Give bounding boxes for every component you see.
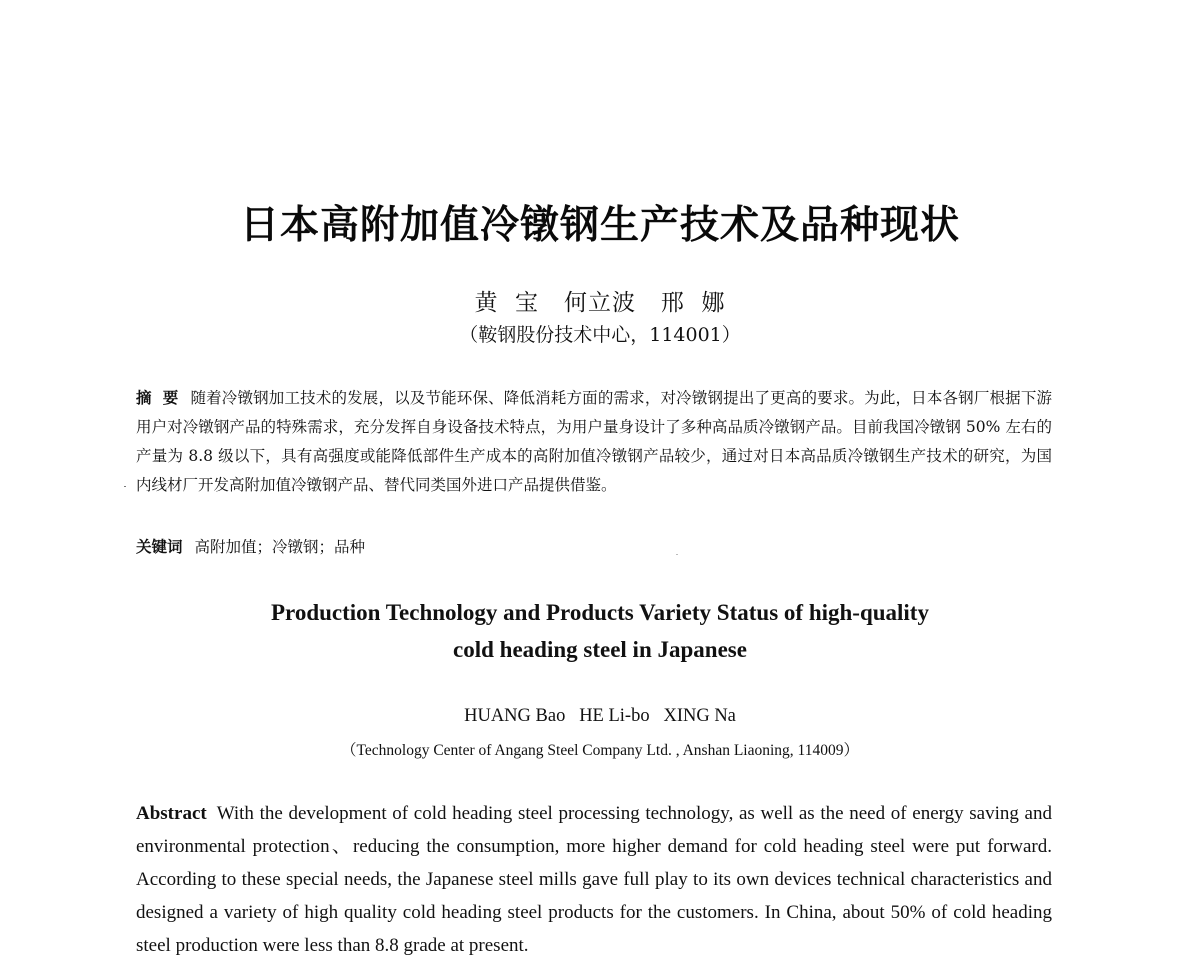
scan-speck xyxy=(124,486,126,487)
english-abstract xyxy=(136,797,1052,962)
chinese-title: 日本高附加值冷镦钢生产技术及品种现状 xyxy=(239,203,960,248)
chinese-keywords-text: 高附加值；冷镦钢；品种 xyxy=(194,538,366,556)
english-affiliation: （Technology Center of Angang Steel Company Ltd. , Anshan Liaoning, 114009） xyxy=(341,742,859,759)
english-abstract-label: Abstract xyxy=(136,803,207,824)
scan-speck xyxy=(676,554,678,555)
english-title-line-1: Production Technology and Products Variety Status of high-quality xyxy=(271,600,929,625)
chinese-authors: 黄 宝 何立波 邢 娜 xyxy=(474,290,726,316)
english-title xyxy=(0,594,1200,668)
chinese-abstract xyxy=(136,384,1052,500)
english-abstract-text: With the development of cold heading steel processing technology, as well as the need of energy saving and environmental protection、reducing the consumption, more higher demand for cold heading steel were put forward. According to these special needs, the Japanese steel mills gave full play to its own devices technical characteristics and designed a variety of high quality cold heading steel products for the customers. In China, about 50% of cold heading steel production were less than 8.8 grade at present. xyxy=(136,803,1052,956)
chinese-abstract-text: 随着冷镦钢加工技术的发展，以及节能环保、降低消耗方面的需求，对冷镦钢提出了更高的要求。为此，日本各钢厂根据下游用户对冷镦钢产品的特殊需求，充分发挥自身设备技术特点，为用户量身设计了多种高品质冷镦钢产品。目前我国冷镦钢 50% 左右的产量为 8.8 级以下，具有高强度或能降低部件生产成本的高附加值冷镦钢产品较少，通过对日本高品质冷镦钢生产技术的研究，为国内线材厂开发高附加值冷镦钢产品、替代同类国外进口产品提供借鉴。 xyxy=(136,389,1052,494)
chinese-keywords xyxy=(136,533,1052,562)
english-title-line-2: cold heading steel in Japanese xyxy=(453,637,747,662)
english-authors: HUANG Bao HE Li-bo XING Na xyxy=(464,706,736,726)
chinese-keywords-label: 关键词 xyxy=(136,538,183,556)
chinese-affiliation: （鞍钢股份技术中心，114001） xyxy=(459,324,741,346)
chinese-abstract-label: 摘 要 xyxy=(136,389,179,407)
